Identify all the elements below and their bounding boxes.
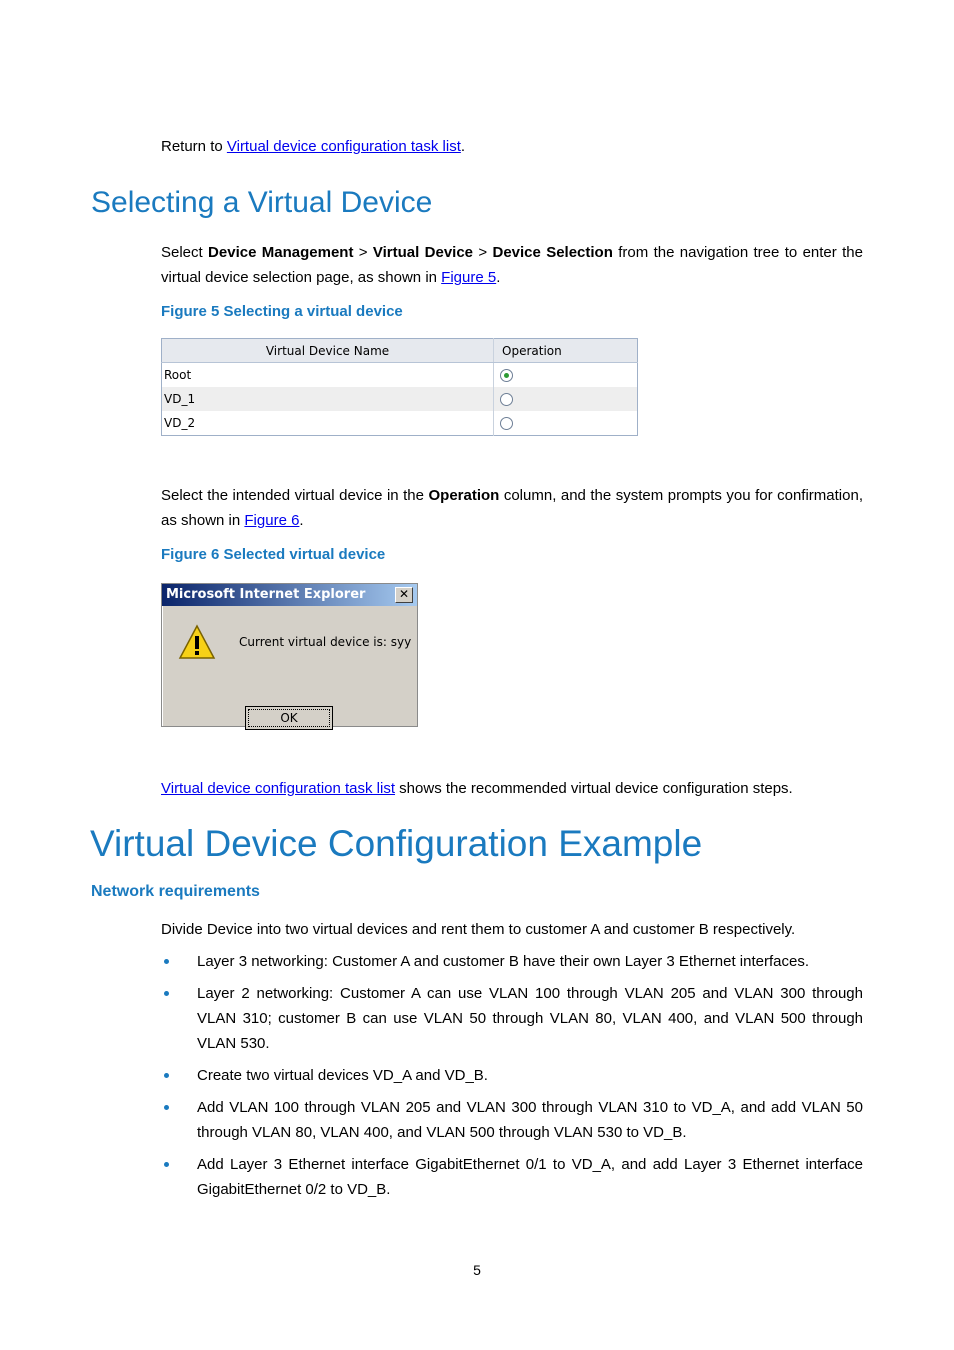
operation-bold: Operation bbox=[428, 487, 500, 504]
figure5-caption: Figure 5 Selecting a virtual device bbox=[161, 303, 403, 320]
list-item: Layer 2 networking: Customer A can use VLAN 100 through VLAN 205 and VLAN 300 through VLAN 310; customer B can use VLAN 50 through VLAN 80, VLAN 400, and VLAN 500 through VLAN 530. bbox=[161, 981, 863, 1056]
para-task-list: Virtual device configuration task list shows the recommended virtual device configuration steps. bbox=[161, 780, 793, 797]
ok-button[interactable] bbox=[245, 706, 333, 730]
return-line bbox=[161, 134, 465, 159]
return-suffix: . bbox=[460, 138, 466, 155]
column-header-name: Virtual Device Name bbox=[162, 339, 494, 363]
warning-icon bbox=[178, 624, 216, 660]
figure6-caption: Figure 6 Selected virtual device bbox=[161, 546, 386, 563]
return-prefix: Return to bbox=[161, 138, 227, 155]
radio-vd2[interactable] bbox=[500, 417, 513, 430]
dialog-title-bar bbox=[162, 584, 417, 606]
para-selection-path: Select Device Management > Virtual Device > Device Selection from the navigation tree to enter the virtual device selection page, as shown in Figure 5. bbox=[161, 244, 863, 286]
menu-virtual-device: Virtual Device bbox=[372, 244, 474, 261]
close-icon[interactable]: ✕ bbox=[395, 587, 413, 603]
column-header-operation: Operation bbox=[494, 339, 638, 363]
menu-device-management: Device Management bbox=[208, 244, 354, 261]
dialog-message: Current virtual device is: syy bbox=[239, 635, 412, 649]
task-list-link-2[interactable]: Virtual device configuration task list bbox=[161, 780, 396, 797]
para-operation-column: Select the intended virtual device in the Operation column, and the system prompts you for confirmation, as shown in Figure 6. bbox=[161, 487, 863, 529]
page-number: 5 bbox=[473, 1262, 481, 1278]
device-name: VD_1 bbox=[162, 387, 494, 411]
ie-dialog bbox=[161, 583, 418, 727]
task-list-link[interactable]: Virtual device configuration task list bbox=[226, 138, 461, 155]
radio-root[interactable] bbox=[500, 369, 513, 382]
virtual-device-table bbox=[161, 338, 638, 436]
device-name: Root bbox=[164, 368, 192, 382]
dialog-title: Microsoft Internet Explorer bbox=[166, 587, 366, 602]
figure6-link[interactable]: Figure 6 bbox=[244, 512, 300, 529]
device-name: VD_2 bbox=[164, 416, 196, 430]
table-row bbox=[162, 363, 638, 388]
list-item: Layer 3 networking: Customer A and customer B have their own Layer 3 Ethernet interfaces. bbox=[161, 949, 863, 974]
intro-text: Divide Device into two virtual devices and rent them to customer A and customer B respectively. bbox=[161, 921, 796, 938]
list-item: Add Layer 3 Ethernet interface GigabitEthernet 0/1 to VD_A, and add Layer 3 Ethernet interface GigabitEthernet 0/2 to VD_B. bbox=[161, 1152, 863, 1202]
ok-label: OK bbox=[248, 709, 330, 727]
subhead-network-requirements: Network requirements bbox=[91, 883, 260, 900]
table-row bbox=[162, 411, 638, 436]
section-title-selecting: Selecting a Virtual Device bbox=[91, 186, 433, 219]
radio-vd1[interactable] bbox=[500, 393, 513, 406]
section-title-example: Virtual Device Configuration Example bbox=[90, 823, 703, 864]
requirements-list bbox=[161, 949, 863, 1209]
list-item: Create two virtual devices VD_A and VD_B. bbox=[161, 1063, 863, 1088]
list-item: Add VLAN 100 through VLAN 205 and VLAN 300 through VLAN 310 to VD_A, and add VLAN 50 through VLAN 80, VLAN 400, and VLAN 500 through VLAN 530 to VD_B. bbox=[161, 1095, 863, 1145]
table-row bbox=[162, 387, 638, 411]
menu-device-selection: Device Selection bbox=[492, 244, 613, 261]
figure5-link[interactable]: Figure 5 bbox=[441, 269, 497, 286]
